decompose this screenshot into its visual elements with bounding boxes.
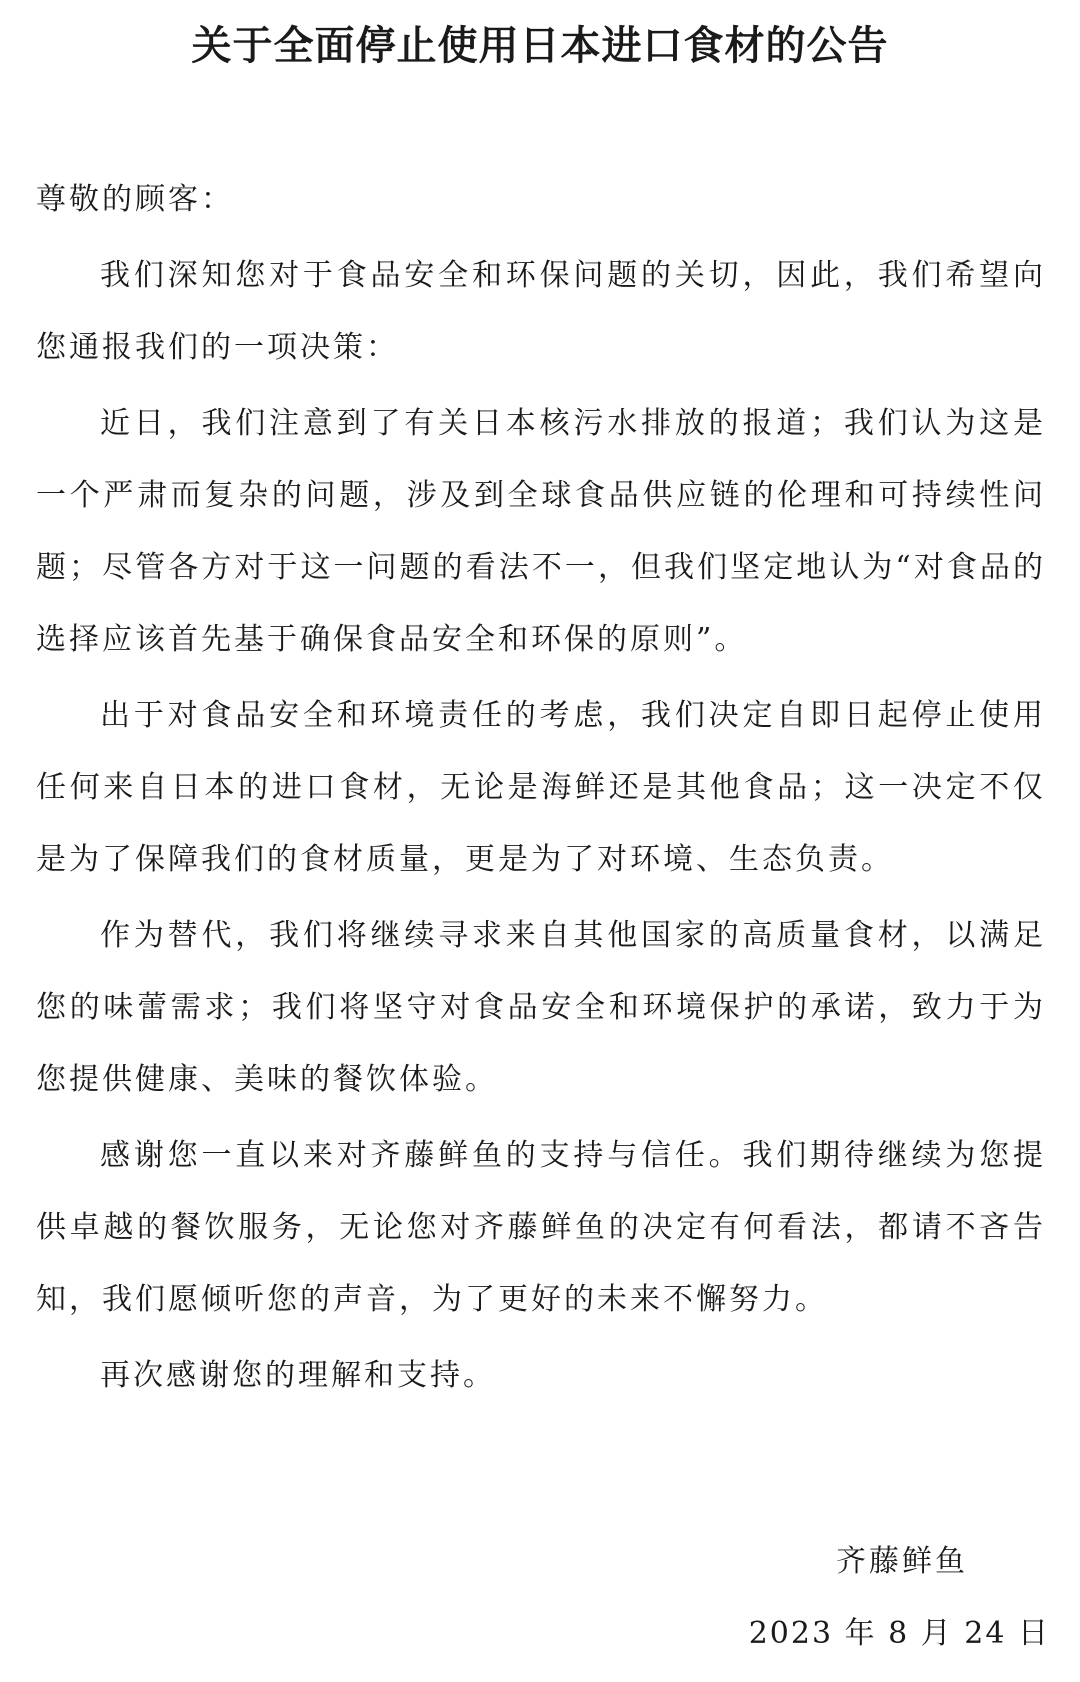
document-body bbox=[36, 164, 1046, 1416]
paragraph: 感谢您一直以来对齐藤鲜鱼的支持与信任。我们期待继续为您提供卓越的餐饮服务，无论您对齐藤鲜鱼的决定有何看法，都请不吝告知，我们愿倾听您的声音，为了更好的未来不懈努力。 bbox=[36, 1138, 1046, 1317]
salutation: 尊敬的顾客： bbox=[36, 182, 234, 217]
paragraph: 近日，我们注意到了有关日本核污水排放的报道；我们认为这是一个严肃而复杂的问题，涉及到全球食品供应链的伦理和可持续性问题；尽管各方对于这一问题的看法不一，但我们坚定地认为“对食品的选择应该首先基于确保食品安全和环保的原则”。 bbox=[36, 406, 1046, 657]
paragraph: 出于对食品安全和环境责任的考虑，我们决定自即日起停止使用任何来自日本的进口食材，无论是海鲜还是其他食品；这一决定不仅是为了保障我们的食材质量，更是为了对环境、生态负责。 bbox=[36, 698, 1046, 877]
signature: 齐藤鲜鱼 bbox=[836, 1544, 968, 1579]
paragraph: 我们深知您对于食品安全和环保问题的关切，因此，我们希望向您通报我们的一项决策： bbox=[36, 258, 1046, 365]
paragraph: 作为替代，我们将继续寻求来自其他国家的高质量食材，以满足您的味蕾需求；我们将坚守对食品安全和环境保护的承诺，致力于为您提供健康、美味的餐饮体验。 bbox=[36, 918, 1046, 1097]
document-date: 2023 年 8 月 24 日 bbox=[748, 1616, 1050, 1651]
document-title: 关于全面停止使用日本进口食材的公告 bbox=[191, 23, 889, 69]
paragraph: 再次感谢您的理解和支持。 bbox=[100, 1358, 496, 1393]
